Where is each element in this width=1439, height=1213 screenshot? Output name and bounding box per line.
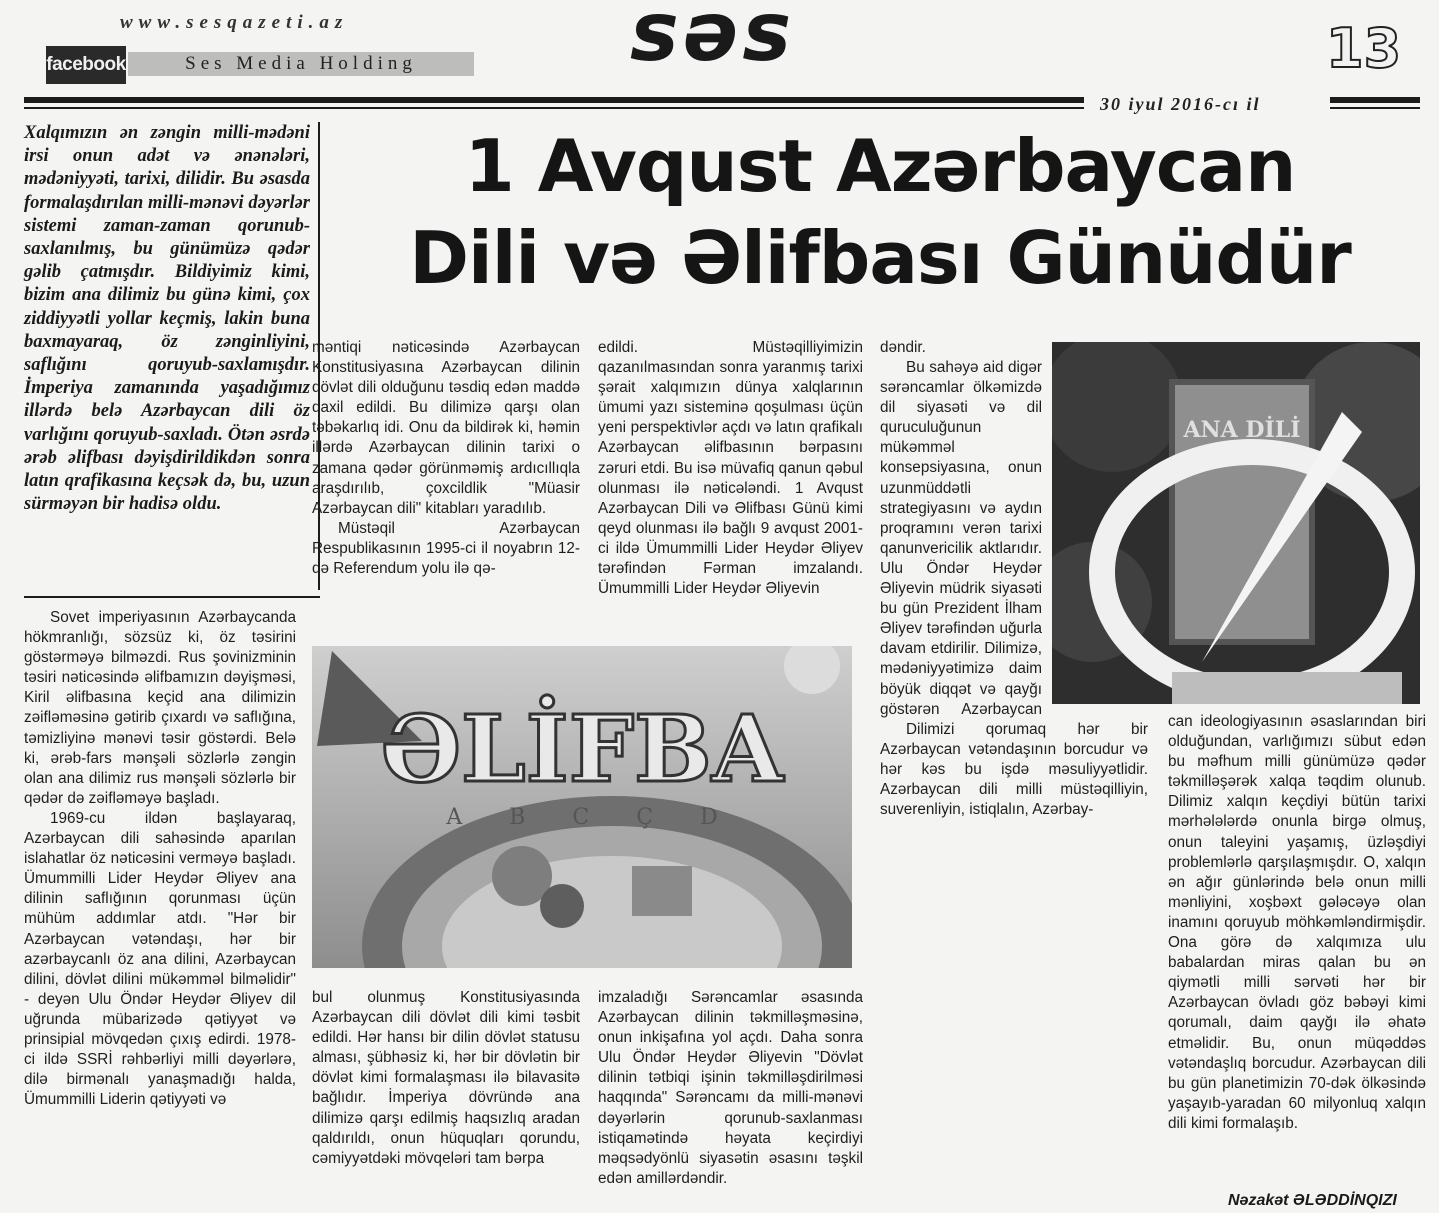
col4-paragraph-2: Dilimizi qorumaq hər bir Azərbaycan vətəndaşının borcudur və hər kəs bu işdə məsuliyyətlidir. Azərbaycan dili milli müstəqilliyin, suverenliyin, istiqlalın, Azərbay-	[880, 721, 1148, 819]
issue-date: 30 iyul 2016-cı il	[1100, 94, 1261, 114]
facebook-badge: facebook	[46, 46, 126, 84]
column-5	[1168, 712, 1426, 1134]
column-4-narrow	[880, 358, 1042, 720]
col1-paragraph-2: 1969-cu ildən başlayaraq, Azərbaycan dili sahəsində aparılan islahatlar öz nəticəsini verməyə başladı. Ümummilli Lider Heydər Əliyev ana dilinin saflığının qorunması üçün mühüm addımlar atdı. "Hər bir Azərbaycan vətəndaşı, hər bir azərbaycanlı öz ana dilini, Azərbaycan dilini, dövlət dilini mükəmməl bilməlidir" - deyən Ulu Öndər Heydər Əliyev dil uğrunda mübarizədə qətiyyət və prinsipial mövqedən çıxış edirdi. 1978-ci ildə SSRİ rəhbərliyi milli dəyərlərə, dilə birmənalı yanaşmadığı halda, Ümummilli Liderin qətiyyəti və	[24, 809, 296, 1109]
col2-bottom-paragraph: bul olunmuş Konstitusiyasında Azərbaycan dili dövlət dili kimi təsbit edildi. Hər hansı bir dilin dövlət statusu alması, şübhəsiz ki, hər bir dövlətin bir dövlət kimi formalaşması ilə bilavasitə bağlıdır. İmperiya dövründə ana dilimizə qarşı edilmiş haqsızlıq aradan qaldırıldı, onun hüquqları qorundu, cəmiyyətdəki mövqeləri tam bərpa	[312, 989, 580, 1167]
header-rule-thin-right	[1330, 107, 1420, 109]
alifba-photo	[312, 646, 852, 968]
column-1	[24, 608, 296, 1110]
monument-photo-art	[1052, 342, 1420, 704]
headline-line-1: 1 Avqust Azərbaycan	[464, 124, 1296, 208]
column-4-top	[880, 338, 1042, 358]
intro-divider-horizontal	[24, 596, 320, 598]
column-2-bottom	[312, 988, 580, 1169]
header-rule-thin	[24, 107, 1084, 109]
col3-bottom-paragraph: imzaladığı Sərəncamlar əsasında Azərbaycan dilinin təkmilləşməsinə, onun inkişafına yol açdı. Daha sonra Ulu Öndər Heydər Əliyevin "Dövlət dilinin tətbiqi işinin təkmilləşdirilməsi haqqında" Sərəncamı da milli-mənəvi dəyərlərin qorunub-saxlanması istiqamətində həyata keçirdiyi məqsədyönlü siyasətin əsasını təşkil edən amillərdəndir.	[598, 989, 863, 1187]
page-number: 13	[1326, 17, 1402, 80]
headline	[330, 120, 1430, 304]
col4-paragraph-0: dəndir.	[880, 339, 926, 356]
col1-paragraph-1: Sovet imperiyasının Azərbaycanda hökmranlığı, sözsüz ki, öz təsirini göstərməyə bilməzdi. Rus şovinizminin təsiri nəticəsində əlifbamızın dəyişməsi, Kiril əlifbasına keçid ana dilimizin zəifləməsinə gətirib çıxardı və saflığına, təmizliyinə mənəvi təsir göstərdi. Belə ki, ərəb-fars mənşəli sözlərlə zəngin olan ana dilimiz rus mənşəli sözlərlə bir qədər də zəifləməyə başladı.	[24, 609, 296, 807]
monument-sign-text: ANA DİLİ	[1183, 417, 1301, 443]
header-rule-thick	[24, 97, 1084, 103]
column-3-top	[598, 338, 863, 599]
column-2-top	[312, 338, 580, 579]
alifba-photo-letters: A B C Ç D	[446, 805, 738, 830]
headline-line-2: Dili və Əlifbası Günüdür	[409, 216, 1351, 300]
ana-dili-monument-photo	[1052, 342, 1420, 704]
intro-lead: Xalqımızın ən zəngin milli-mədəni irsi onun adət və ənənələri, mədəniyyəti, tarixi, dilidir. Bu əsasda formalaşdırılan milli-mənəvi dəyərlər sistemi zaman-zaman qorunub-saxlanılmış, bu günümüzə qədər gəlib çatmışdır. Bildiyimiz kimi, bizim ana dilimiz bu günə kimi, çox ziddiyyətli yollar keçmiş, lakin buna baxmayaraq, öz zənginliyini, saflığını qoruyub-saxlamışdır. İmperiya zamanında yaşadığımız illərdə belə Azərbaycan dili öz varlığını qoruyub-saxladı. Ötən əsrdə ərəb əlifbası dəyişdirildikdən sonra latın qrafikasına keçsək də, bu, uzun sürməyən bir hadisə oldu.	[24, 123, 310, 515]
alifba-photo-art	[312, 646, 852, 968]
col2-paragraph-2: Müstəqil Azərbaycan Respublikasının 1995-ci il noyabrın 12-də Referendum yolu ilə qə-	[312, 519, 580, 578]
author-byline: Nəzakət ƏLƏDDİNQIZI	[1228, 1192, 1397, 1209]
col4-paragraph-1-part: Bu sahəyə aid digər sərəncamlar ölkəmizdə dil siyasəti və dil quruculuğunun mükəmməl konsepsiyasına, onun uzunmüddətli strategiyasını və aydın proqramını verən tarixi qanunvericilik aktlarıdır. Ulu Öndər Heydər Əliyevin müdrik siyasəti bu gün Prezident İlham Əliyev tərəfindən uğurla davam etdirilir. Dilimizə, mədəniyyətimizə daim böyük diqqət və qayğı göstərən Azərbaycan	[880, 359, 1042, 718]
header-rule-thick-right	[1330, 97, 1420, 103]
column-4-wide	[880, 720, 1148, 1190]
alifba-photo-label: ƏLİFBA	[380, 695, 784, 803]
col2-paragraph-1: məntiqi nəticəsində Azərbaycan Konstitusiyasına Azərbaycan dilinin dövlət dili olduğunu təsdiq edən maddə daxil edildi. Bu dilimizə qarşı olan təbəkarlıq idi. Onu da bildirək ki, həmin illərdə Azərbaycan dilinin tarixi o zamana qədər görünməmiş ardıcıllıqla araşdırılıb, çoxcildlik "Müasir Azərbaycan dili" kitabları yaradılıb.	[312, 339, 580, 517]
holding-banner: Ses Media Holding	[128, 52, 474, 76]
col5-paragraph-1: can ideologiyasının əsaslarından biri olduğundan, varlığımızı sübut edən bu məfhum milli günümüzə qədər təkmilləşərək xalqa təqdim olunub. Dilimiz xalqın keçdiyi bütün tarixi mərhələlərdə onunla birgə olmuş, onun taleyini yaşamış, üzləşdiyi problemlərlə qarşılaşmışdır. O, xalqın ən ağır günlərində belə onun milli mənliyini, xoşbəxt gələcəyə olan inamını qoruyub möhkəmləndirmişdir. Ona görə də xalqımıza ulu babalardan miras qalan bu ən qiymətli milli sərvəti hər bir Azərbaycan övladı göz bəbəyi kimi qorumalı, daim qayğı ilə əhatə etməlidir. Bu, onun müqəddəs vətəndaşlıq borcudur. Azərbaycan dili bu gün planetimizin 70-dək ölkəsində yaşayıb-yaradan 60 milyonluq xalqın dili kimi formalaşıb.	[1168, 713, 1426, 1132]
masthead-logo: səs	[630, 0, 796, 80]
website-url: www.sesqazeti.az	[120, 12, 349, 33]
col3-paragraph-1: edildi. Müstəqilliyimizin qazanılmasından sonra yaranmış tarixi şərait xalqımızın dünya xalqlarının ümumi yazı sisteminə qoşulması üçün yeni perspektivlər açdı və latın qrafikalı Azərbaycan əlifbasının bərpasını zəruri etdi. Bu isə müvafiq qanun qəbul olunması ilə nəticələndi. 1 Avqust Azərbaycan Dili və Əlifbası Günü kimi qeyd olunması ilə bağlı 9 avqust 2001-ci ildə Ümummilli Lider Heydər Əliyev tərəfindən Fərman imzalandı. Ümummilli Lider Heydər Əliyevin	[598, 339, 863, 598]
column-3-bottom	[598, 988, 863, 1189]
